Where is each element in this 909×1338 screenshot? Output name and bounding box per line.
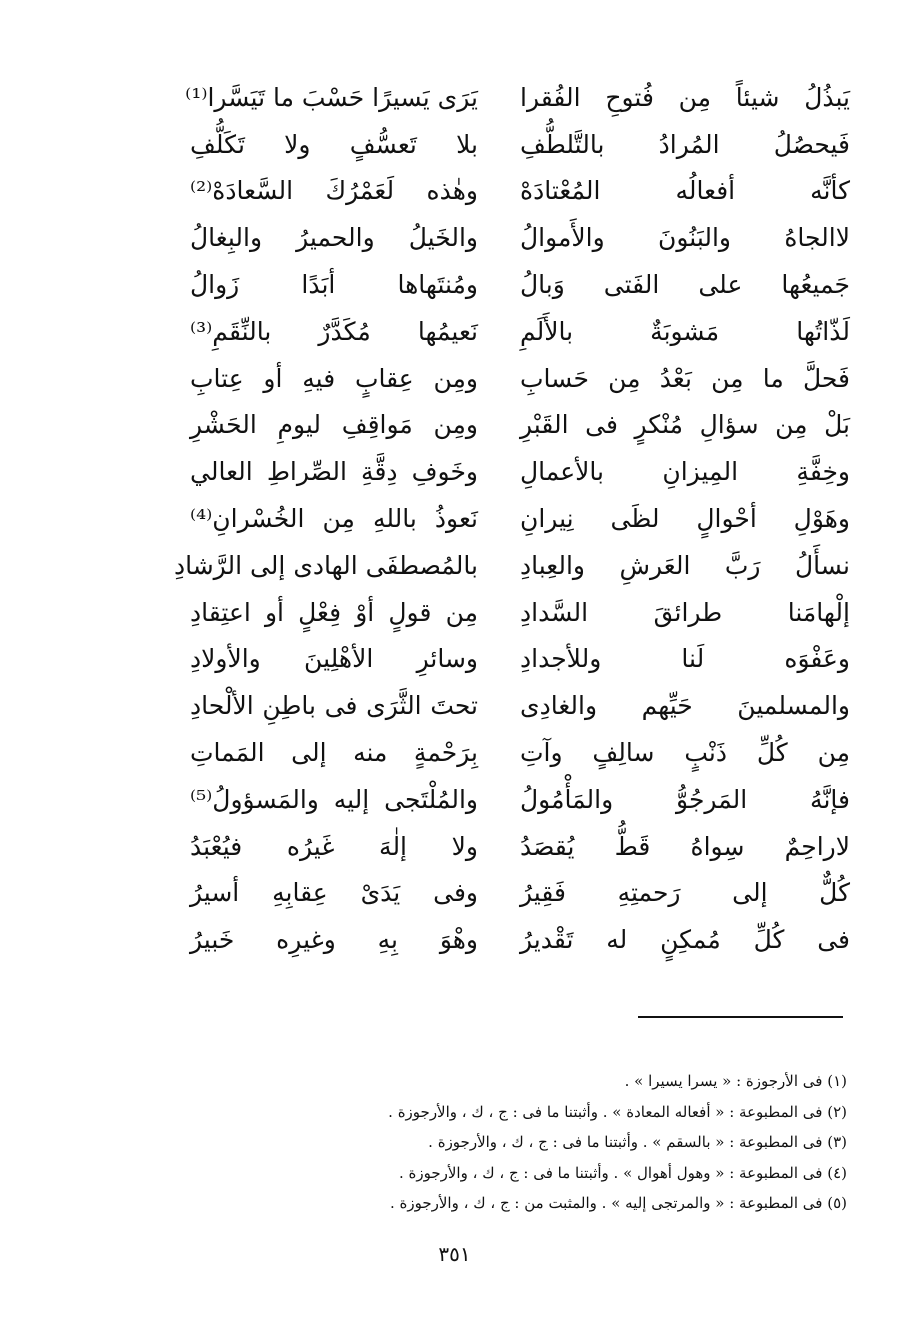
verse-line [190,823,850,870]
verse-first-hemistich: لاراحِمٌ سِواهُ قَطُّ يُقصَدُ [520,831,850,861]
footnotes [287,1066,847,1219]
verse-line [190,402,850,449]
verse-line [190,682,850,729]
verse-second-hemistich: بِرَحْمةٍ منه إلى المَماتِ [190,738,478,768]
footnote: (٥) فى المطبوعة : « والمرتجى إليه » . والمثبت من : ج ، ك ، والأرجوزة . [389,1194,847,1212]
verse-second-hemistich: تحتَ الثَّرَى فى باطِنِ الألْحادِ [190,691,478,721]
verse-line [190,495,850,542]
verse-first-hemistich: كأنَّه أفعالُه المُعْتادَهْ [520,176,850,206]
verse-first-hemistich: وعَفْوَه لَنا وللأجدادِ [520,644,850,674]
verse-first-hemistich: فَحلَّ ما مِن بَعْدُ مِن حَسابِ [520,363,850,393]
verse-line [190,308,850,355]
verse-first-hemistich: والمسلمينَ حَيِّهم والغادِى [520,691,850,721]
verse-line [190,636,850,683]
verse-line [190,121,850,168]
verse-second-hemistich: وفى يَدَىْ عِقابِهِ أسيرُ [190,878,478,908]
verse-second-hemistich: ومِن عِقابٍ فيهِ أو عِتابِ [190,363,478,393]
verse-first-hemistich: بَلْ مِن سؤالِ مُنْكرٍ فى القَبْرِ [520,410,850,440]
verse-first-hemistich: كُلٌّ إلى رَحمتِهِ فَقِيرُ [520,878,850,908]
verse-second-hemistich: ولا إلٰهَ غَيرُه فيُعْبَدُ [190,831,478,861]
verse-first-hemistich: وهَوْلِ أحْوالٍ لظَى نِيرانِ [520,504,850,534]
verse-line [190,448,850,495]
footnote-separator [638,1016,843,1018]
verse-first-hemistich: وخِفَّةِ المِيزانِ بالأعمالِ [520,457,850,487]
verse-first-hemistich: مِن كُلِّ ذَنْبٍ سالِفٍ وآتِ [520,738,850,768]
verse-first-hemistich: لاالجاهُ والبَنُونَ والأَموالُ [520,223,850,253]
verse-second-hemistich: بالمُصطفَى الهادى إلى الرَّشادِ [173,550,478,580]
footnote: (٣) فى المطبوعة : « بالسقم » . وأثبتنا ما فى : ج ، ك ، والأرجوزة . [428,1133,847,1151]
verse-second-hemistich: يَرَى يَسيرًا حَسْبَ ما تَيَسَّرا⁽¹⁾ [185,82,478,112]
verse-line [185,74,850,121]
verse-second-hemistich: ومُنتَهاها أبَدًا زَوالُ [190,270,478,300]
verse-first-hemistich: يَبذُلُ شيئاً مِن فُتوحِ الفُقرا [520,82,850,112]
verse-line [190,214,850,261]
footnote: (١) فى الأرجوزة : « يسرا يسيرا » . [624,1072,847,1090]
verse-first-hemistich: فإنَّهُ المَرجُوُّ والمَأْمُولُ [520,784,850,814]
verse-line [190,776,850,823]
verse-line [190,168,850,215]
verse-second-hemistich: نَعيمُها مُكَدَّرٌ بالنِّقَمِ⁽³⁾ [190,316,478,346]
verse-first-hemistich: جَميعُها على الفَتى وَبالُ [520,270,850,300]
verse-second-hemistich: وهٰذه لَعَمْرُكَ السَّعادَهْ⁽²⁾ [190,176,478,206]
verse-first-hemistich: نسأَلُ رَبَّ العَرشِ والعِبادِ [520,550,850,580]
verse-line [190,916,850,963]
page-number: ٣٥١ [438,1242,471,1266]
verse-second-hemistich: نَعوذُ باللهِ مِن الخُسْرانِ⁽⁴⁾ [190,504,478,534]
verse-second-hemistich: والخَيلُ والحميرُ والبِغالُ [190,223,478,253]
footnote: (٤) فى المطبوعة : « وهول أهوال » . وأثبتنا ما فى : ج ، ك ، والأرجوزة . [398,1163,847,1182]
verse-second-hemistich: مِن قولٍ أوْ فِعْلٍ أو اعتِقادِ [190,597,478,627]
verse-line [190,729,850,776]
verse-second-hemistich: ومِن مَواقِفِ ليومِ الحَشْرِ [190,410,478,440]
verse-first-hemistich: إلْهامَنا طرائقَ السَّدادِ [520,597,850,627]
poem-verses [173,74,850,963]
verse-second-hemistich: وسائرِ الأهْلِينَ والأولادِ [190,644,478,674]
verse-second-hemistich: وهْوَ بِهِ وغيرِه خَبيرُ [190,925,478,955]
footnote: (٢) فى المطبوعة : « أفعاله المعادة » . وأثبتنا ما فى : ج ، ك ، والأرجوزة . [388,1102,847,1121]
verse-line [190,870,850,917]
verse-second-hemistich: والمُلْتَجى إليه والمَسؤولُ⁽⁵⁾ [190,784,478,814]
verse-first-hemistich: لَذّاتُها مَشوبَةٌ بالأَلَمِ [520,316,850,346]
verse-line [173,542,850,589]
verse-line [190,589,850,636]
verse-first-hemistich: فَيحصُلُ المُرادُ بالتَّلطُّفِ [520,129,850,159]
verse-second-hemistich: بلا تَعسُّفٍ ولا تَكَلُّفِ [190,129,478,159]
verse-second-hemistich: وخَوفِ دِقَّةِ الصِّراطِ العالي [190,457,478,487]
verse-first-hemistich: فى كُلِّ مُمكِنٍ له تَقْديرُ [520,925,850,955]
verse-line [190,355,850,402]
verse-line [190,261,850,308]
